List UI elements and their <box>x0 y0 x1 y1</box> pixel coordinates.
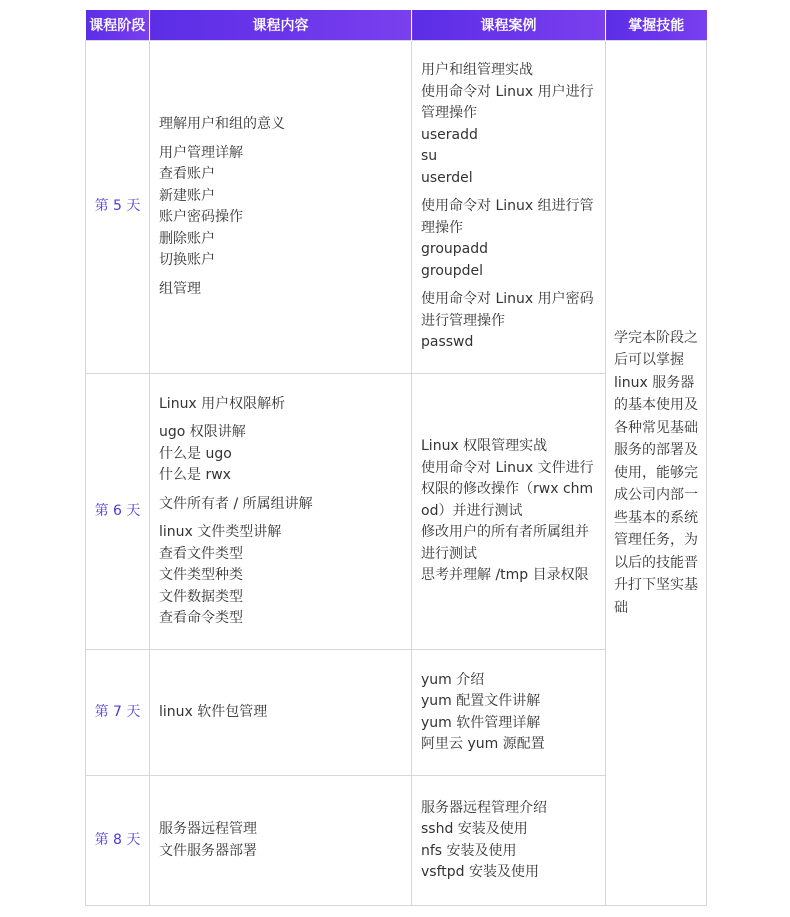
content-line: 文件数据类型 <box>159 588 243 605</box>
content-line: 文件所有者 / 所属组讲解 <box>159 495 313 512</box>
case-line: Linux 权限管理实战 <box>421 438 548 455</box>
header-content: 课程内容 <box>150 10 412 41</box>
case-cell <box>412 41 606 374</box>
case-group <box>421 196 599 282</box>
day-cell: 第 5 天 <box>86 41 150 374</box>
content-line: 查看文件类型 <box>159 545 243 562</box>
case-cell <box>412 776 606 906</box>
content-group <box>159 819 405 862</box>
case-group <box>421 60 599 189</box>
table-row <box>86 41 707 374</box>
content-line: linux 文件类型讲解 <box>159 524 282 540</box>
case-line: 使用命令对 Linux 组进行管理操作 <box>421 198 594 236</box>
content-line: 什么是 rwx <box>159 467 231 483</box>
case-group <box>421 798 599 884</box>
header-stage: 课程阶段 <box>86 10 150 41</box>
case-line: 用户和组管理实战 <box>421 62 533 79</box>
case-line: useradd <box>421 126 478 143</box>
content-group <box>159 114 405 136</box>
content-line: 删除账户 <box>159 230 215 247</box>
content-line: Linux 用户权限解析 <box>159 395 286 412</box>
content-line: 文件服务器部署 <box>159 842 257 859</box>
content-line: ugo 权限讲解 <box>159 424 246 440</box>
content-group <box>159 702 405 724</box>
content-line: linux 软件包管理 <box>159 703 268 720</box>
table-header-row <box>86 10 707 41</box>
case-cell <box>412 650 606 776</box>
content-line: 组管理 <box>159 280 201 297</box>
case-line: 思考并理解 /tmp 目录权限 <box>421 567 589 584</box>
case-group <box>421 436 599 587</box>
content-line: 查看命令类型 <box>159 610 243 626</box>
case-line: groupadd <box>421 241 489 258</box>
content-line: 服务器远程管理 <box>159 821 257 837</box>
skills-cell: 学完本阶段之后可以掌握 linux 服务器的基本使用及各种常见基础服务的部署及使用，能够完成公司内部一些基本的系统管理任务，为以后的技能晋升打下坚实基础 <box>606 41 707 906</box>
header-skills: 掌握技能 <box>606 10 707 41</box>
day-cell: 第 7 天 <box>86 650 150 776</box>
content-line: 文件类型种类 <box>159 567 243 583</box>
case-line: yum 软件管理详解 <box>421 714 541 731</box>
content-line: 什么是 ugo <box>159 445 232 462</box>
case-line: userdel <box>421 169 473 186</box>
course-table <box>85 10 707 906</box>
content-line: 查看账户 <box>159 166 215 182</box>
case-line: yum 介绍 <box>421 671 485 688</box>
content-cell <box>150 650 412 776</box>
content-line: 用户管理详解 <box>159 144 243 161</box>
case-line: vsftpd 安装及使用 <box>421 864 539 880</box>
case-line: 使用命令对 Linux 文件进行权限的修改操作（rwx chmod）并进行测试 <box>421 459 594 519</box>
case-line: 修改用户的所有者所属组并进行测试 <box>421 524 589 562</box>
case-line: passwd <box>421 334 474 351</box>
content-group <box>159 394 405 416</box>
content-line: 切换账户 <box>159 252 215 268</box>
case-line: 阿里云 yum 源配置 <box>421 736 545 752</box>
day-cell: 第 8 天 <box>86 776 150 906</box>
content-group <box>159 522 405 630</box>
content-line: 新建账户 <box>159 187 215 204</box>
case-cell <box>412 374 606 650</box>
case-group <box>421 670 599 756</box>
case-line: 服务器远程管理介绍 <box>421 799 547 816</box>
case-line: nfs 安装及使用 <box>421 842 517 859</box>
case-line: su <box>421 148 438 165</box>
case-line: 使用命令对 Linux 用户密码进行管理操作 <box>421 291 594 329</box>
case-line: sshd 安装及使用 <box>421 821 528 837</box>
content-group <box>159 494 405 516</box>
day-cell: 第 6 天 <box>86 374 150 650</box>
content-line: 理解用户和组的意义 <box>159 116 285 132</box>
content-group <box>159 422 405 487</box>
case-line: yum 配置文件讲解 <box>421 693 541 709</box>
content-cell <box>150 776 412 906</box>
header-cases: 课程案例 <box>412 10 606 41</box>
content-group <box>159 279 405 301</box>
content-line: 账户密码操作 <box>159 209 243 225</box>
case-line: groupdel <box>421 262 484 279</box>
content-group <box>159 143 405 272</box>
case-group <box>421 289 599 354</box>
content-cell <box>150 41 412 374</box>
content-cell <box>150 374 412 650</box>
case-line: 使用命令对 Linux 用户进行管理操作 <box>421 83 594 122</box>
